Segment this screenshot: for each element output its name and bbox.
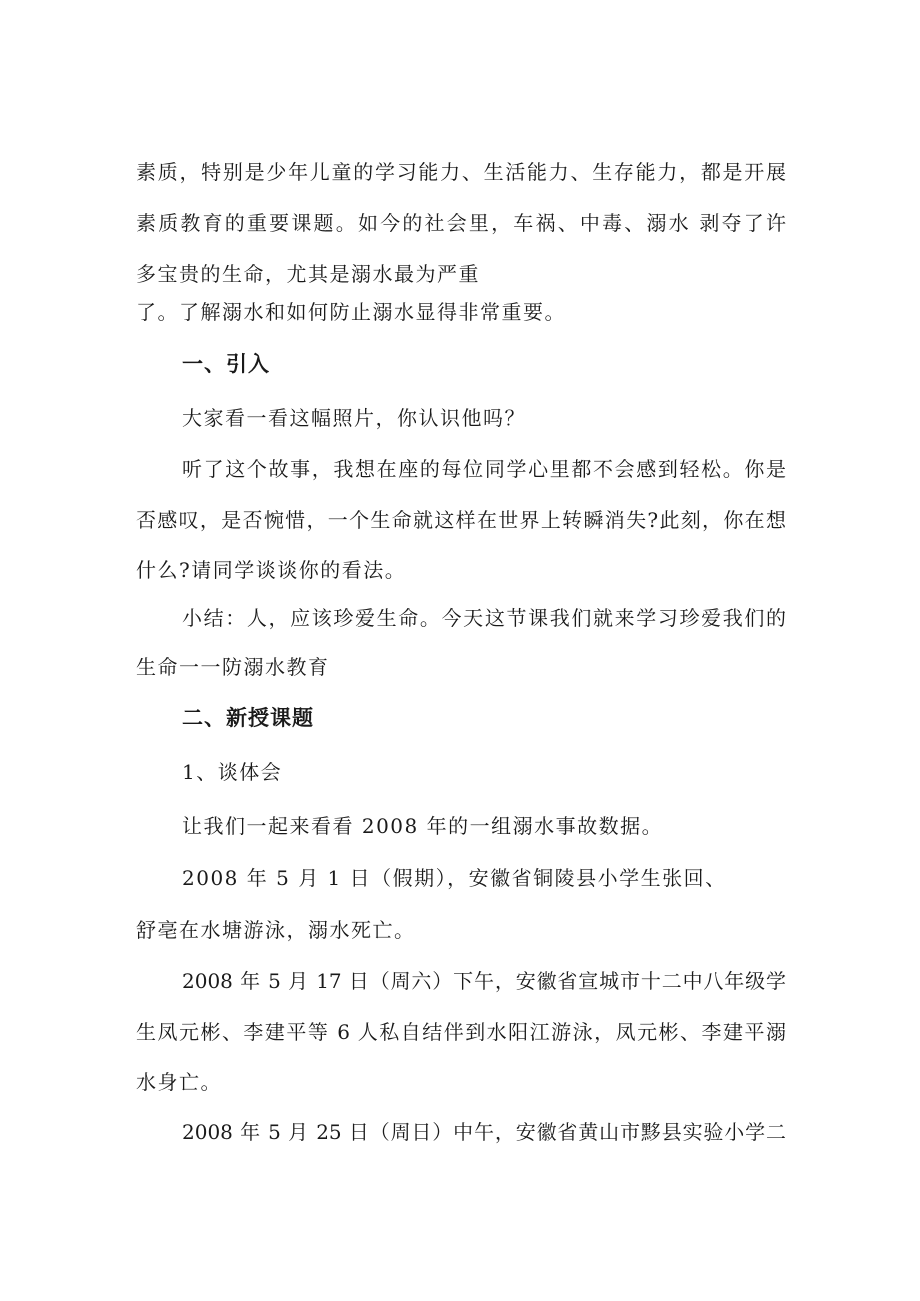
section-heading-intro: 一、引入 [182,352,270,376]
paragraph-line: 小结：人，应该珍爱生命。今天这节课我们就来学习珍爱我们的 [182,606,786,630]
paragraph-line: 让我们一起来看看 2008 年的一组溺水事故数据。 [182,814,664,838]
paragraph-line: 什么?请同学谈谈你的看法。 [136,558,407,582]
subsection-heading: 1、谈体会 [182,760,283,784]
paragraph-line: 水身亡。 [136,1070,222,1094]
paragraph-line: 大家看一看这幅照片，你认识他吗？ [182,406,526,430]
paragraph-line: 听了这个故事，我想在座的每位同学心里都不会感到轻松。你是 [182,457,786,481]
paragraph-line: 了。了解溺水和如何防止溺水显得非常重要。 [136,300,566,324]
paragraph-line: 否感叹，是否惋惜，一个生命就这样在世界上转瞬消失?此刻，你在想 [136,508,786,532]
paragraph-line: 多宝贵的生命，尤其是溺水最为严重 [136,262,480,286]
paragraph-line: 2008 年 5 月 1 日（假期），安徽省铜陵县小学生张回、 [182,866,727,890]
paragraph-line: 舒亳在水塘游泳，溺水死亡。 [136,918,416,942]
section-heading-new-topic: 二、新授课题 [182,706,314,730]
paragraph-line: 生命一一防溺水教育 [136,655,330,679]
paragraph-line: 生凤元彬、李建平等 6 人私自结伴到水阳江游泳，凤元彬、李建平溺 [136,1020,786,1044]
paragraph-line: 2008 年 5 月 25 日（周日）中午，安徽省黄山市黟县实验小学二 [182,1120,786,1144]
paragraph-line: 2008 年 5 月 17 日（周六）下午，安徽省宣城市十二中八年级学 [182,969,786,993]
paragraph-line: 素质，特别是少年儿童的学习能力、生活能力、生存能力，都是开展 [136,160,786,184]
paragraph-line: 素质教育的重要课题。如今的社会里，车祸、中毒、溺水 剥夺了许 [136,211,786,235]
